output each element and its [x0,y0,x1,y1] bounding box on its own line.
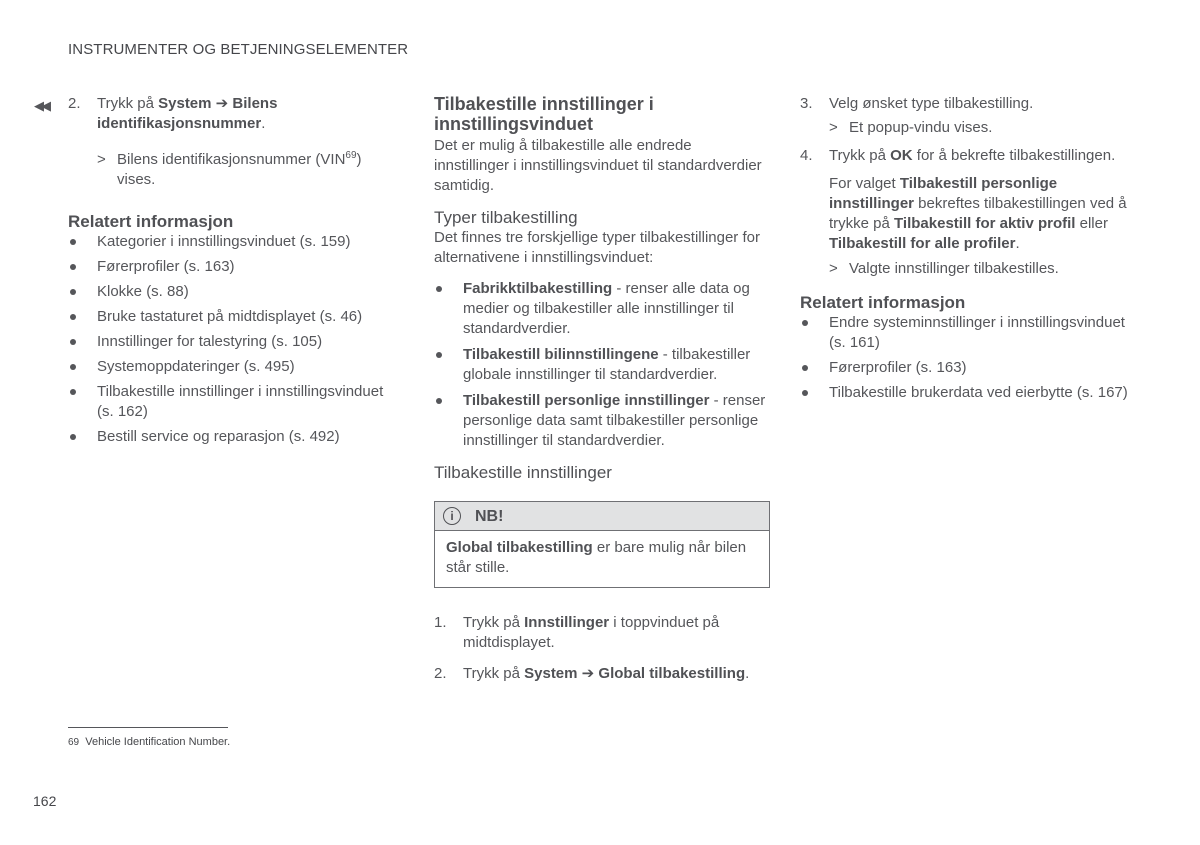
step-text: Trykk på [97,95,159,112]
result-text: Et popup-vindu vises. [849,119,993,136]
section-intro: Det er mulig å tilbakestille alle endrede innstillinger i innstillingsvinduet til standardverdier samtidig. [434,137,762,194]
types-title: Typer tilbakestilling [434,208,578,227]
step-number: 3. [800,95,813,112]
types-intro: Det finnes tre forskjellige typer tilbakestillinger for alternativene i innstillingsvinduet: [434,229,760,266]
step-punct: . [261,115,266,132]
step-4-note [800,174,1140,254]
footnote [68,732,230,753]
related-link[interactable]: Klokke (s. 88) [68,282,388,302]
related-link[interactable]: Bestill service og reparasjon (s. 492) [68,427,388,447]
option-personal: Tilbakestill personlige innstillinger [829,175,1058,212]
menu-system: System [524,665,578,682]
result-text: Valgte innstillinger tilbakestilles. [849,260,1059,277]
column-middle [434,94,770,684]
note-text: bekreftes tilbakestillingen ved å trykke på [829,195,1127,232]
related-link[interactable]: Førerprofiler (s. 163) [68,257,388,277]
note-box [434,501,770,588]
note-text: For valget [829,175,900,192]
step-number: 2. [68,95,81,112]
arrow-right-icon: ➔ [581,665,595,682]
step-number: 2. [434,665,447,682]
types-list [434,279,770,451]
column-left [68,94,388,452]
related-link[interactable]: Innstillinger for talestyring (s. 105) [68,332,388,352]
note-title: NB! [475,508,504,525]
column-right [800,94,1140,408]
related-link[interactable]: Bruke tastaturet på midtdisplayet (s. 46) [68,307,388,327]
footnote-divider [68,727,228,728]
double-left-arrow-icon[interactable]: ◀◀ [34,98,48,113]
result-text-end: ) vises. [117,151,362,188]
reset-type-name: Tilbakestill personlige innstillinger [463,392,710,409]
note-punct: . [1015,235,1020,252]
step-4-result [800,259,1140,279]
reset-type-desc: - renser personlige data samt tilbakestiller personlige innstillinger til standardverdier. [463,392,766,449]
step-text: Trykk på [463,614,525,631]
step-1-settings [434,613,770,653]
step-2-result [68,150,388,190]
note-text: eller [1075,215,1108,232]
related-link[interactable]: Systemoppdateringer (s. 495) [68,357,388,377]
option-all-profiles: Tilbakestill for alle profiler [829,235,1016,252]
related-link[interactable]: Endre systeminnstillinger i innstillingsvinduet (s. 161) [800,313,1140,353]
menu-system: System [158,95,212,112]
related-link[interactable]: Tilbakestille brukerdata ved eierbytte (s. 167) [800,383,1140,403]
reset-title: Tilbakestille innstillinger [434,463,612,482]
list-item [434,391,770,451]
step-number: 4. [800,147,813,164]
step-2-global [434,664,770,684]
step-3 [800,94,1140,114]
related-title: Relatert informasjon [800,293,966,312]
related-title: Relatert informasjon [68,212,234,231]
related-link[interactable]: Tilbakestille innstillinger i innstillingsvinduet (s. 162) [68,382,388,422]
list-item [434,345,770,385]
result-marker: > [829,260,838,277]
button-ok: OK [890,147,913,164]
note-bold: Global tilbakestilling [446,539,593,556]
reset-type-desc: - tilbakestiller globale innstillinger til standardverdier. [463,346,751,383]
step-punct: . [745,665,750,682]
step-text: Trykk på [463,665,525,682]
section-title: Tilbakestille innstillinger i innstillingsvinduet [434,94,654,134]
page-number: 162 [33,793,57,809]
related-list [68,232,388,447]
menu-vin: Bilens identifikasjonsnummer [97,95,278,132]
list-item [434,279,770,339]
step-3-result [800,118,1140,138]
footnote-text: Vehicle Identification Number. [85,736,231,748]
info-icon: i [443,507,461,525]
step-4 [800,146,1140,166]
option-active-profile: Tilbakestill for aktiv profil [894,215,1076,232]
step-number: 1. [434,614,447,631]
note-text: er bare mulig når bilen står stille. [446,539,747,576]
step-text-end: for å bekrefte tilbakestillingen. [912,147,1116,164]
arrow-right-icon: ➔ [215,95,229,112]
step-text-end: i toppvinduet på midtdisplayet. [463,614,720,651]
related-list [800,313,1140,403]
step-text: Trykk på [829,147,891,164]
reset-type-name: Tilbakestill bilinnstillingene [463,346,659,363]
footnote-ref[interactable]: 69 [345,150,357,161]
note-body [435,531,769,587]
reset-type-name: Fabrikktilbakestilling [463,280,613,297]
step-2-vin [68,94,388,134]
result-text: Bilens identifikasjonsnummer (VIN [117,151,346,168]
running-header: INSTRUMENTER OG BETJENINGSELEMENTER [68,41,409,58]
footnote-number: 69 [68,737,80,748]
related-link[interactable]: Kategorier i innstillingsvinduet (s. 159) [68,232,388,252]
result-marker: > [829,119,838,136]
menu-settings: Innstillinger [524,614,610,631]
related-link[interactable]: Førerprofiler (s. 163) [800,358,1140,378]
step-text: Velg ønsket type tilbakestilling. [829,95,1034,112]
menu-global-reset: Global tilbakestilling [598,665,746,682]
reset-type-desc: - renser alle data og medier og tilbakestiller alle innstillinger til standardverdier. [463,280,750,337]
result-marker: > [97,151,106,168]
note-header [435,502,769,531]
